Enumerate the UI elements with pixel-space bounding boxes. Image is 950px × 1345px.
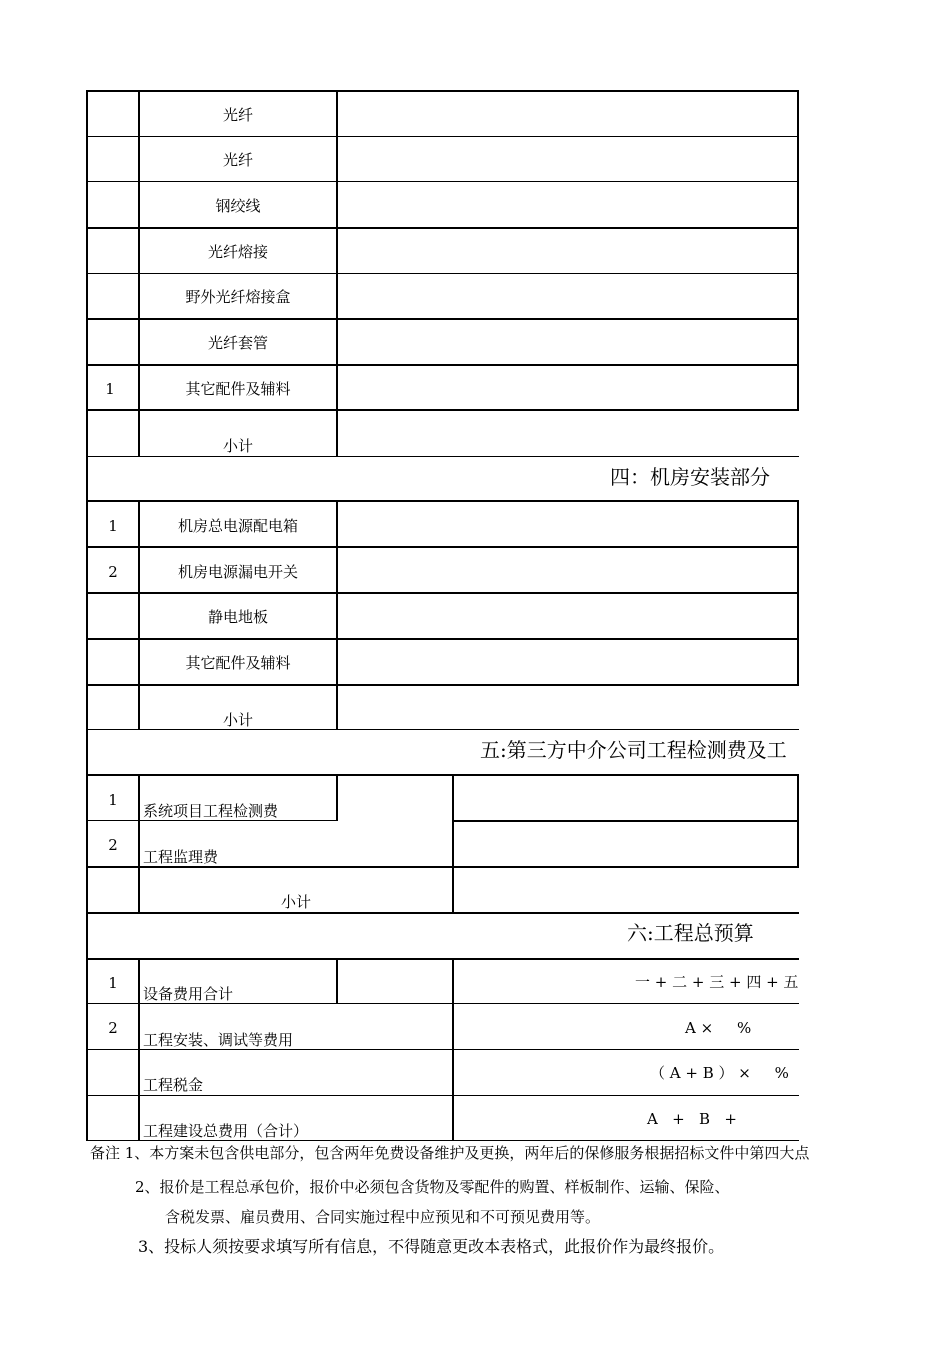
formula: A + B + [647, 1110, 737, 1128]
item-number: 2 [108, 836, 118, 854]
formula: A × % [685, 1019, 752, 1037]
item-name: 静电地板 [207, 608, 268, 626]
item-number: 1 [108, 974, 118, 992]
item-name: 机房总电源配电箱 [177, 517, 298, 535]
item-number: 1 [108, 517, 118, 535]
item-number: 2 [108, 563, 118, 581]
item-name: 工程税金 [143, 1076, 204, 1094]
formula: （ A + B ） × % [650, 1064, 789, 1082]
note-3: 3、投标人须按要求填写所有信息，不得随意更改本表格式，此报价作为最终报价。 [138, 1237, 725, 1256]
item-name: 工程监理费 [143, 848, 219, 866]
subtotal-label: 小计 [222, 437, 253, 455]
item-name: 光纤熔接 [207, 243, 268, 261]
item-name: 光纤套管 [207, 334, 268, 352]
subtotal-label: 小计 [280, 893, 311, 911]
item-number: 1 [105, 380, 115, 398]
section-title: 五:第三方中介公司工程检测费及工 [480, 738, 787, 762]
note-2: 2、报价是工程总承包价，报价中必须包含货物及零配件的购置、样板制作、运输、保险、 [135, 1178, 730, 1196]
item-name: 工程安装、调试等费用 [143, 1031, 294, 1049]
section-title: 六:工程总预算 [627, 921, 754, 945]
item-name: 设备费用合计 [143, 985, 234, 1003]
item-number: 1 [108, 791, 118, 809]
note-2-continued: 含税发票、雇员费用、合同实施过程中应预见和不可预见费用等。 [165, 1208, 601, 1226]
item-name: 其它配件及辅料 [185, 380, 291, 398]
formula: 一 + 二 + 三 + 四 + 五 [635, 973, 799, 991]
item-name: 其它配件及辅料 [185, 654, 291, 672]
item-name: 系统项目工程检测费 [143, 802, 279, 820]
item-name: 机房电源漏电开关 [177, 563, 298, 581]
item-name: 钢绞线 [215, 197, 261, 215]
item-number: 2 [108, 1019, 118, 1037]
item-name: 工程建设总费用（合计） [143, 1122, 309, 1140]
section-title: 四：机房安装部分 [610, 465, 770, 489]
note-1: 备注 1、本方案未包含供电部分，包含两年免费设备维护及更换，两年后的保修服务根据招标文件中第四大点 [90, 1144, 810, 1162]
item-name: 光纤 [222, 106, 253, 124]
item-name: 野外光纤熔接盒 [185, 288, 291, 306]
item-name: 光纤 [222, 151, 253, 169]
subtotal-label: 小计 [222, 711, 253, 729]
